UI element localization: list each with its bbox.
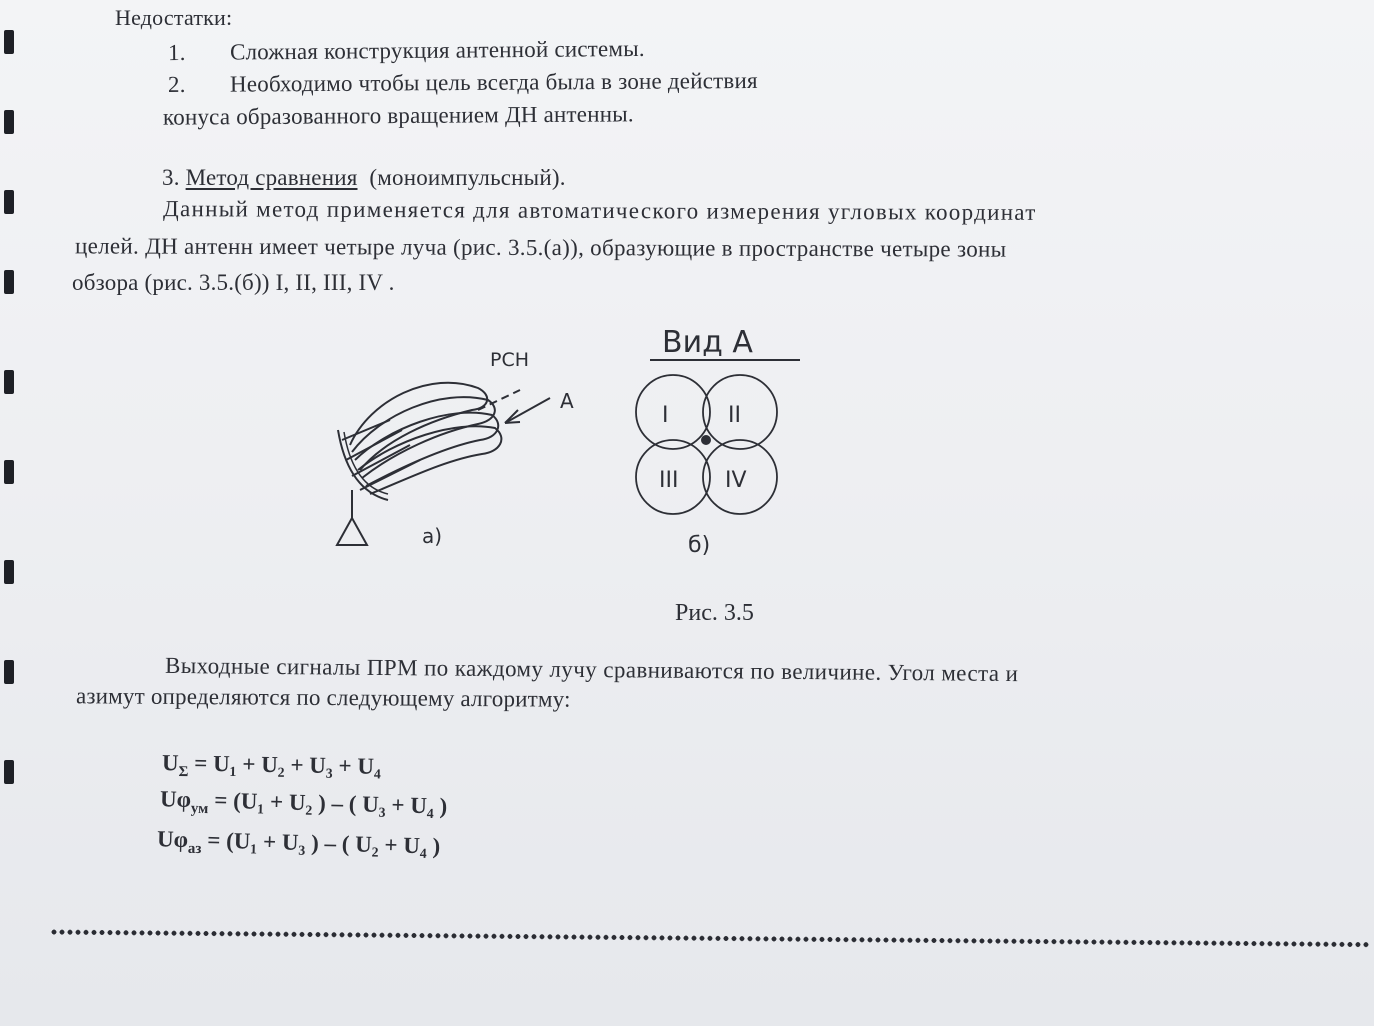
zone-label-4: IV (725, 468, 747, 493)
zone-label-3: III (659, 468, 679, 493)
drawbacks-heading: Недостатки: (115, 5, 233, 30)
zone-circle-1 (636, 375, 710, 449)
center-point (701, 435, 711, 445)
view-arrow (505, 398, 550, 423)
label-rsn: РСН (490, 349, 530, 371)
section-title: Метод сравнения (185, 165, 358, 190)
label-a: А (560, 389, 574, 413)
formula-rhs: = (U₁ + U₂ ) – ( U₃ + U₄ ) (208, 787, 448, 819)
label-sub-b: б) (688, 533, 711, 558)
formula-lhs-sub: Σ (178, 763, 189, 781)
paragraph2-line2: азимут определяются по следующему алгоритму: (75, 683, 571, 712)
section-number: 3. (162, 165, 180, 190)
formula-rhs: = U₁ + U₂ + U₃ + U₄ (188, 750, 382, 779)
paragraph2-line1: Выходные сигналы ПРМ по каждому лучу сравниваются по величине. Угол места и (164, 652, 1019, 687)
list-item-text: Необходимо чтобы цель всегда была в зоне действия (229, 67, 758, 97)
formula-lhs-sub: аз (187, 840, 202, 858)
formula-rhs: = (U₁ + U₃ ) – ( U₂ + U₄ ) (201, 827, 441, 859)
figure-caption: Рис. 3.5 (675, 600, 754, 626)
list-continuation: конуса образованного вращением ДН антенны. (162, 101, 634, 130)
paragraph1-line3: обзора (рис. 3.5.(б)) I, II, III, IV . (72, 270, 395, 295)
paragraph1-line1: Данный метод применяется для автоматического измерения угловых координат (162, 196, 1037, 225)
beam-lobe-4 (358, 426, 501, 494)
label-view-a: Вид А (662, 325, 753, 360)
paragraph1-line2: целей. ДН антенн имеет четыре луча (рис. 3.5.(а)), образующие в пространстве четыре зоны (74, 233, 1007, 262)
list-item-number: 2. (167, 71, 186, 98)
zone-label-2: II (728, 403, 741, 428)
formula-lhs: Uφ (156, 826, 189, 853)
list-item-text: Сложная конструкция антенной системы. (229, 35, 645, 65)
formula-lhs: Uφ (159, 786, 192, 813)
antenna-base-triangle (337, 518, 367, 545)
section-subtitle: (моноимпульсный). (369, 165, 566, 190)
formula-lhs-sub: ум (190, 800, 209, 818)
antenna-diagram (337, 383, 550, 545)
label-sub-a: а) (422, 524, 443, 548)
list-item-number: 1. (167, 39, 186, 66)
formula-lhs: U (161, 750, 179, 776)
formula-sum (162, 750, 381, 784)
zone-label-1: I (662, 403, 669, 428)
